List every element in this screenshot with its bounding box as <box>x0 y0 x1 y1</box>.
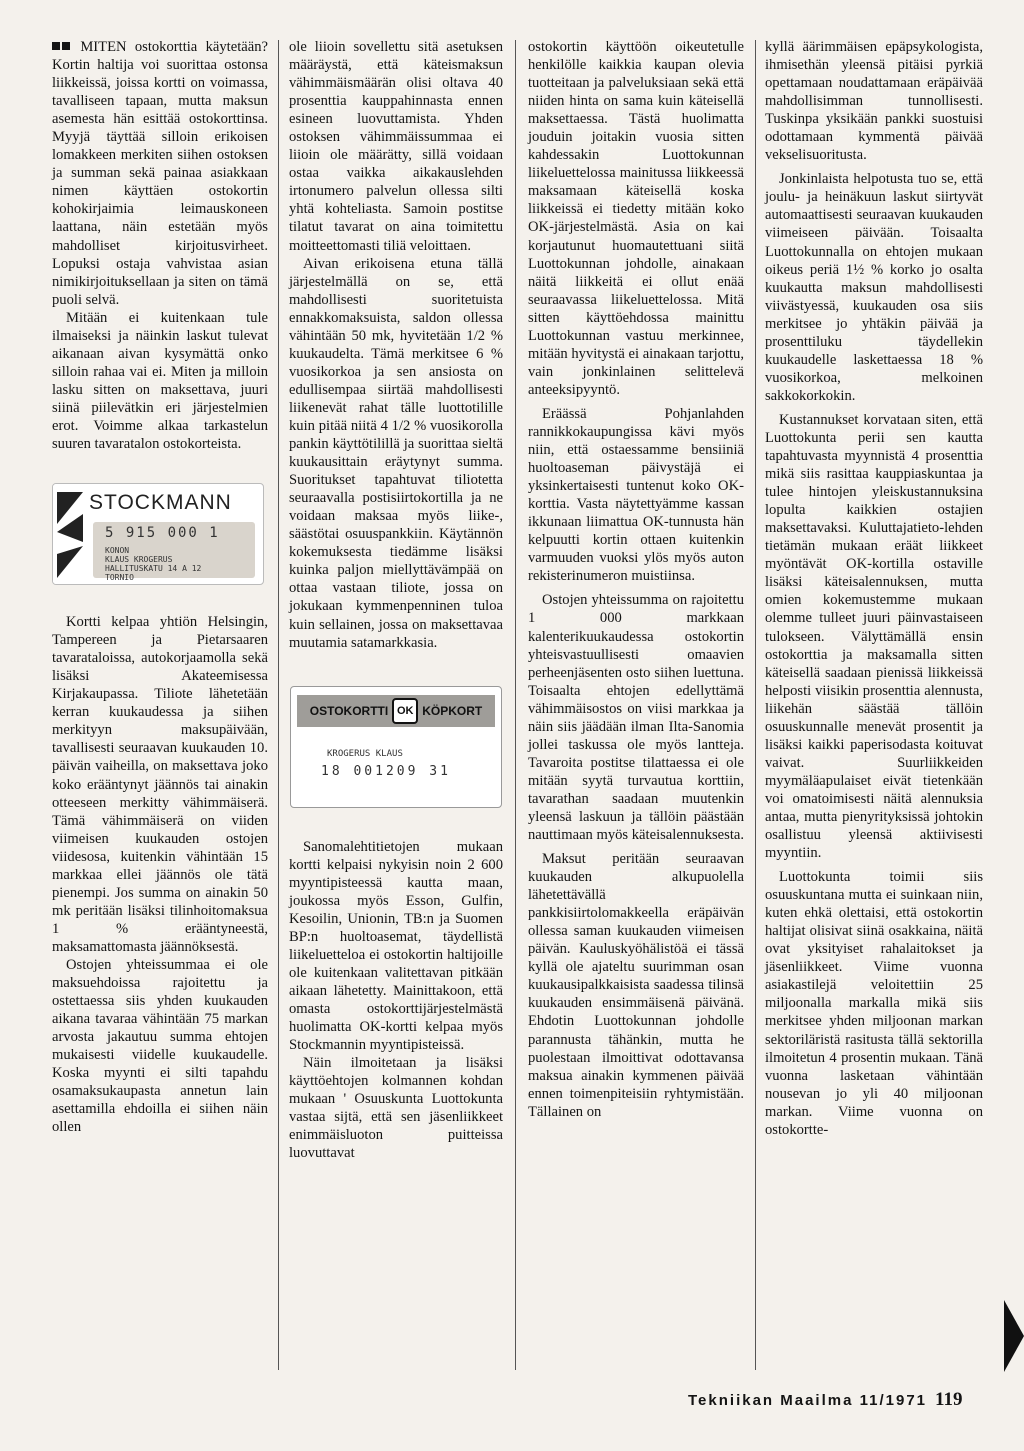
ok-card-left-label: OSTOKORTTI <box>309 703 389 718</box>
paragraph: Maksut peritään seuraavan kuukauden alkupuolella lähetettävällä pankkisiirtolomakkeella eräpäivän ollessa saman kuukauden viimeisen päivän. Kauluskyöhälistöä ei tässä kyllä ole ajateltu suurimman osan kuukausipalkkaisista saadessa tilinsä kuukauden ensimmäisenä päivänä. Ehdotin Luottokunnan johdolle parannusta tähänkin, mutta he puolestaan ilmoittivat odottavansa maksua ainakin kymmenen päivää ennen toimenpiteisiin ryhtymistään. Tällainen on <box>528 851 744 1120</box>
column-rule <box>278 40 279 1370</box>
paragraph <box>52 38 268 309</box>
paragraph: Näin ilmoitetaan ja lisäksi käyttöehtojen kolmannen kohdan mukaan ' Osuuskunta Luottokunta vastaa sijtä, että sen jäsenliikkeet enimmäisluoton puitteissa luovuttavat <box>289 1055 503 1162</box>
card-owner: KLAUS KROGERUS <box>105 555 173 565</box>
column-4 <box>765 38 983 1139</box>
magazine-name: Tekniikan Maailma 11/1971 <box>688 1392 928 1409</box>
section-marker <box>62 42 70 50</box>
paragraph: Sanomalehtitietojen mukaan kortti kelpaisi nykyisin noin 2 600 myyntipisteessä kautta maan, joukossa myös Esson, Gulfin, Kesoilin, Unionin, TB:n ja Suomen BP:n huoltoasemat, täydellistä liikeluetteloa ei ostokortin haltijoille ole kuitenkaan valitettavan pitkään aikaan lähetetty. Mainittakoon, että omasta ostokorttijärjestelmästä huolimatta OK-kortti kelpaa myös Stockmannin myyntipisteissä. <box>289 838 503 1054</box>
card-number: 18 001209 31 <box>321 763 451 779</box>
column-2 <box>289 38 503 1162</box>
ok-card <box>290 686 502 808</box>
card-address: HALLITUSKATU 14 A 12 <box>105 564 202 574</box>
paragraph: kyllä äärimmäisen epäpsykologista, ihmisethän yleensä pitäisi pyrkiä opettamaan noudattamaan eräpäivää mahdollisimman tunnollisesti. Tuskinpa yksikään pankki suostuisi odottamaan kymmentä päivää vekselisuoritusta. <box>765 39 983 164</box>
column-rule <box>755 40 756 1370</box>
paragraph: Luottokunta toimii siis osuuskuntana mutta ei suinkaan niin, kuten ehkä olettaisi, että ostokortin haltijat olisivat siinä osakkaina, näitä ovat yksityiset rahalaitokset ja jäsenliikkeet. Viime vuonna asiakastilejä veloitettiin 25 miljoonalla markalla mikä siis merkitsee yhden miljoonan markan sektoriläristä rasitusta tällä sektorilla ilmoitetun 4 prosentin mukaan. Tänä vuonna lasketaan vähintään nousevan jo yli 40 miljoonan markan. Viime vuonna on ostokortte- <box>765 869 983 1138</box>
paragraph: Eräässä Pohjanlahden rannikkokaupungissa kävi myös niin, että ostaessamme bensiiniä huoltoaseman päivystäjä ei yksinkertaisesti tuntenut koko OK-korttia. Vasta näytettyämme kassan ikkunaan liimattua OK-tunnusta hän kelpuutti kortin ottaen kuitenkin varmuuden vuoksi ylös myös auton rekisterinumeron muistiinsa. <box>528 405 744 585</box>
card-brand: STOCKMANN <box>89 491 232 515</box>
column-3 <box>528 38 744 1121</box>
page-footer <box>688 1389 962 1411</box>
ok-logo-icon: OK <box>392 698 418 724</box>
ok-card-header <box>297 695 495 727</box>
card-line: KONON <box>105 546 130 556</box>
card-owner: KROGERUS KLAUS <box>327 748 403 759</box>
ok-card-right-label: KÖPKORT <box>422 703 483 718</box>
card-number: 5 915 000 1 <box>105 525 220 542</box>
paragraph: Kortti kelpaa yhtiön Helsingin, Tampereen ja Pietarsaaren tavarataloissa, autokorjaamolla sekä lisäksi Akateemisessa Kirjakaupassa. Tiliote lähetetään kerran kuukaudessa ja siihen merkityyn maksupäivään, tavallisesti seuraavan kuukauden 10. päivän vaiheilla, on maksettava joko koko erääntynyt jäännös tai ainakin otteeseen merkitty vähimmäiserä. Tämä vähimmäiserä on viiden viimeisen kuukauden ostojen viidesosa, kuitenkin vähintään 15 markkaa ellei jäännös ole tätä pienempi. Jos summa on ainakin 50 mk peritään lisäksi tilinhoitomaksua 1 % erääntyneestä, maksamattomasta jäännöksestä. <box>52 614 268 955</box>
paragraph: Mitään ei kuitenkaan tule ilmaiseksi ja näinkin laskut tulevat aikanaan aivan kysymättä onko silloin rahaa vai ei. Miten ja milloin lasku sitten on maksettava, juuri siinä piilevätkin eri järjestelmien erot. Voimme alkaa tarkastelun suuren tavaratalon ostokorteista. <box>52 309 268 453</box>
section-marker <box>52 42 60 50</box>
paragraph: Kustannukset korvataan siten, että Luottokunta perii sen kautta tapahtuvasta myynnistä 4 prosenttia mikä siis rasittaa kauppiaskuntaa ja tulee hintojen yleiskustannuksina lopulta kaikkien ostajien maksettavaksi. Kuluttajatieto-lehden tietämän mukaan eräät liikkeet myöntävät OK-kortilla ostaville lisäksi käteisalennuksen, mutta omien kokemustemme mukaan olemme tulleet juuri päinvastaiseen tulokseen. Välyttämällä ensin ostokorttia ja maksamalla sitten käteisellä saadaan pienissä liikkeissä helposti viisikin prosenttia alennusta, liikehän säästää tällöin osuuskunnalle menevät prosentit ja lisäksi kaikki paperisodasta koituvat vaivat. Suurliikkeiden myymäläapulaiset eivät tietenkään voi omatoimisesti näitä alennuksia antaa, mutta pienyrityksissä johtokin osallistuu yleensä aktiivisesti myyntiin. <box>765 411 983 862</box>
paragraph: ostokortin käyttöön oikeutetulle henkilölle kaikkia kaupan olevia tuotteitaan ja palveluksiaan sekä että niiden hinta on sama kuin käteisellä maksettaessa. Tästä huolimatta jouduin joitakin vuosia sitten kahdessakin Luottokunnan liikeluettelossa mainitussa liikkeessä maksamaan käteisellä koska liikkeissä ei tiedetty mitään koko OK-järjestelmästä. Asia on kai korjautunut huomautettuani siitä Luottokunnan johdolle, ainakaan näitä liikkeitä ei ollut enää seuraavassa liikeluettelossa. Mitä sitten käyttöehdossa mainittu Luottokunnan vastuu merkinnee, mitään hyvitystä ei ainakaan tarjottu, vain jonkinlainen selittelevä anteeksipyyntö. <box>528 39 744 398</box>
ok-card-figure <box>289 686 503 808</box>
card-city: TORNIO <box>105 573 134 583</box>
paragraph: Jonkinlaista helpotusta tuo se, että joulu- ja heinäkuun laskut siirtyvät automaattisesti seuraavan kuukauden viimeiseen päivään. Toisaalta Luottokunnalla on ehtojen mukaan oikeus periä 1½ % korko jo osalta kuukautta maksun mahdollisesti viivästyessä, kuukauden osa siis merkitsee jo yhtäkin päivää ja prosenttiluku täydellekin kuukaudelle laskettaessa 18 % vuosikorkoa, melkoinen sakkokorkokin. <box>765 171 983 404</box>
column-rule <box>515 40 516 1370</box>
paragraph: ole liioin sovellettu sitä asetuksen määräystä, että käteismaksun vähimmäismäärän olisi oltava 40 prosenttia kauppahinnasta ennen esineen luovuttamista. Yhden ostoksen vähimmäissummaa ei liioin ole määrätty, sillä voidaan ostaa vaikka aikakauslehden irtonumero palvelun ollessa silti yhtä kohteliasta. Samoin postitse tilatut tavarat on aina toimitettu moitteettomasti tiliä veloittaen. <box>289 39 503 254</box>
page-number: 119 <box>935 1389 963 1410</box>
paragraph: Aivan erikoisena etuna tällä järjestelmällä on se, että mahdollisesti suoritetuista ennakkomaksuista, saldon ollessa vähintään 50 mk, hyvitetään 1/2 % kuukaudelta. Tämä merkitsee 6 % vuosikorkoa ja sen ansiosta on edullisempaa siirtää mahdollisesti liikenevät rahat tälle luottotilille kuin pitää niitä 4 1/2 % vuosikorolla pankin käyttötilillä ja suorittaa sieltä kuukausittain eräytynyt summa. Suoritukset tapahtuvat tiliotetta seuraavalla postisiirtokortilla ja ne voidaan maksaa myös liike-, säästötai osuuspankkiin. Käytännön kokemuksesta tiedämme lisäksi kuinka paljon miellyttävämpää on ottaa vastaan tiliote, jossa on jokukaan kymmenpenninen tuloa kuin sellainen, jossa on maksettavaa muutamia satamarkkasia. <box>289 255 503 651</box>
stockmann-card-figure <box>52 483 268 585</box>
column-1 <box>52 38 268 1136</box>
paragraph: Ostojen yhteissummaa ei ole maksuehdoissa rajoitettu ja ostettaessa siis yhden kuukauden aikana tavaraa vähintään 75 markan arvosta jakautuu summa ehtojen mukaisesti viidelle kuukaudelle. Koska myynti ei silti tapahdu osamaksukaupasta annetun lain asettamilla ehdoilla ei siihen näin ollen <box>52 956 268 1136</box>
paragraph-text: MITEN ostokorttia käytetään? Kortin haltija voi suorittaa ostonsa liikkeissä, joissa kortti on voimassa, tavalliseen tapaan, mutta maksun asemesta hän esittää ostokorttinsa. Myyjä täyttää silloin erikoisen lomakkeen merkiten siihen ostoksen ja summan sekä painaa asiakkaan nimen käyttäen ostokortin kohokirjaimia leimauskoneen laattana, näin estetään myös mahdolliset kirjoitusvirheet. Lopuksi ostaja vahvistaa asian nimikirjoituksellaan ja siten on tämä puoli selvä. <box>52 39 268 308</box>
continue-arrow-icon <box>1004 1300 1024 1372</box>
paragraph: Ostojen yhteissumma on rajoitettu 1 000 markkaan kalenterikuukaudessa ostokortin yhteisvastuullisesti omaavien perheenjäsenten osto siihen luettuna. Toisaalta ehtojen edellyttämä vähimmäisostos on viisi markkaa ja näin siis jäädään ilman Ilta-Sanomia jollei taskussa ole myös lantteja. Tavaroita postitse tilattaessa ei ole mitään syytä turvautua korttiin, tavarathan saadaan muutenkin yleensä laskuun ja tällöin päästään nauttimaan myös käteisalennuksesta. <box>528 592 745 844</box>
stockmann-card <box>52 483 264 585</box>
